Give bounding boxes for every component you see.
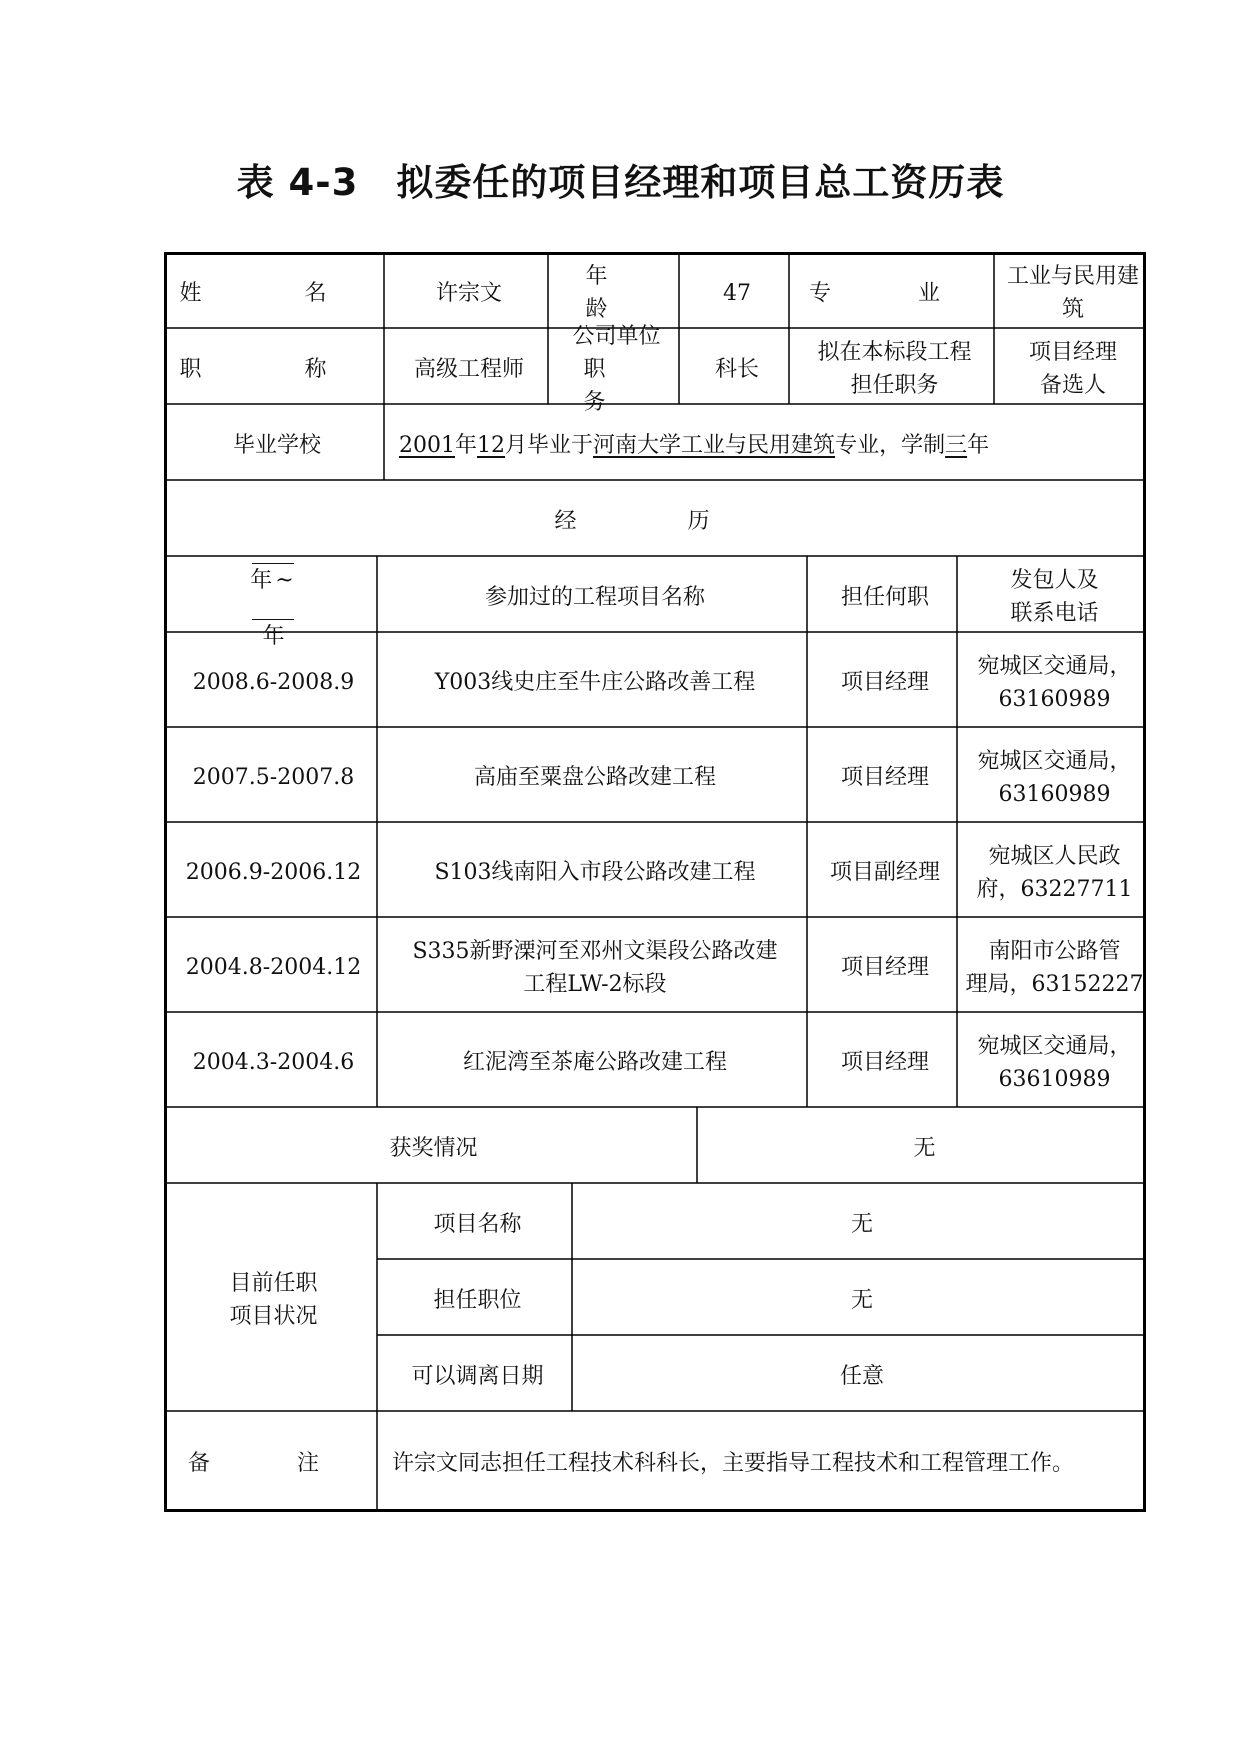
remarks-value: 许宗文同志担任工程技术科科长，主要指导工程技术和工程管理工作。 — [392, 1450, 1075, 1476]
experience-row-2-period: 2007.5-2007.8 — [192, 765, 355, 790]
experience-row-1-project: Y003线史庄至牛庄公路改善工程 — [434, 670, 756, 695]
proposed-role-value: 项目经理 备选人 — [1028, 340, 1117, 398]
title-value: 高级工程师 — [413, 356, 524, 382]
experience-row-5-role: 项目经理 — [840, 1050, 929, 1075]
table-number: 表 4-3 — [236, 161, 359, 204]
experience-row-4-period: 2004.8-2004.12 — [185, 955, 362, 980]
table-title: 拟委任的项目经理和项目总工资历表 — [396, 161, 1005, 204]
experience-heading: 经 历 — [554, 508, 762, 534]
experience-row-5-period: 2004.3-2004.6 — [192, 1050, 355, 1075]
experience-row-4-role: 项目经理 — [840, 955, 929, 980]
title-label: 职 称 — [179, 356, 375, 382]
current-project-value: 无 — [850, 1211, 873, 1237]
remarks-label: 备 注 — [188, 1450, 359, 1476]
awards-value: 无 — [913, 1135, 936, 1161]
experience-row-1-client: 宛城区交通局， 63160989 — [977, 653, 1132, 712]
current-role-value: 无 — [850, 1287, 873, 1313]
current-role-label: 担任职位 — [433, 1287, 522, 1313]
page-title — [0, 152, 1241, 206]
experience-row-3-role: 项目副经理 — [829, 860, 940, 885]
experience-row-4-client: 南阳市公路管 理局，63152227 — [965, 938, 1144, 997]
experience-row-3-period: 2006.9-2006.12 — [185, 860, 362, 885]
school-value: 2001年12月毕业于河南大学工业与民用建筑专业，学制三年 — [399, 432, 990, 458]
experience-row-5-client: 宛城区交通局， 63610989 — [977, 1033, 1132, 1092]
awards-label: 获奖情况 — [389, 1135, 478, 1161]
experience-row-1-period: 2008.6-2008.9 — [192, 670, 355, 695]
available-date-label: 可以调离日期 — [411, 1363, 544, 1389]
major-value: 工业与民用建筑 — [1007, 264, 1140, 322]
experience-row-3-project: S103线南阳入市段公路改建工程 — [434, 860, 756, 885]
proposed-role-label: 拟在本标段工程 担任职务 — [817, 340, 972, 398]
experience-row-4-project: S335新野溧河至邓州文渠段公路改建 工程LW-2标段 — [412, 938, 778, 997]
age-value: 47 — [723, 280, 751, 306]
school-label: 毕业学校 — [232, 432, 321, 458]
available-date-value: 任意 — [839, 1363, 884, 1389]
experience-row-5-project: 红泥湾至茶庵公路改建工程 — [462, 1050, 727, 1075]
project-header: 参加过的工程项目名称 — [484, 584, 705, 610]
name-label: 姓 名 — [179, 280, 375, 306]
company-position-value: 科长 — [714, 356, 759, 382]
current-status-label: 目前任职 项目状况 — [229, 1271, 318, 1329]
experience-row-3-client: 宛城区人民政 府，63227711 — [976, 843, 1133, 902]
current-project-label: 项目名称 — [433, 1211, 522, 1237]
resume-table — [164, 252, 1146, 1512]
experience-row-2-project: 高庙至粟盘公路改建工程 — [473, 765, 716, 790]
age-label: 年 龄 — [585, 264, 648, 322]
name-value: 许宗文 — [435, 280, 502, 306]
experience-row-2-client: 宛城区交通局， 63160989 — [977, 748, 1132, 807]
client-header: 发包人及 联系电话 — [1010, 568, 1099, 626]
company-position-label: 公司单位 职 务 — [572, 323, 661, 415]
experience-row-1-role: 项目经理 — [840, 670, 929, 695]
experience-row-2-role: 项目经理 — [840, 765, 929, 790]
major-label: 专 业 — [809, 280, 980, 306]
period-header: 年 ~ 年 — [167, 559, 380, 635]
role-header: 担任何职 — [840, 584, 929, 610]
